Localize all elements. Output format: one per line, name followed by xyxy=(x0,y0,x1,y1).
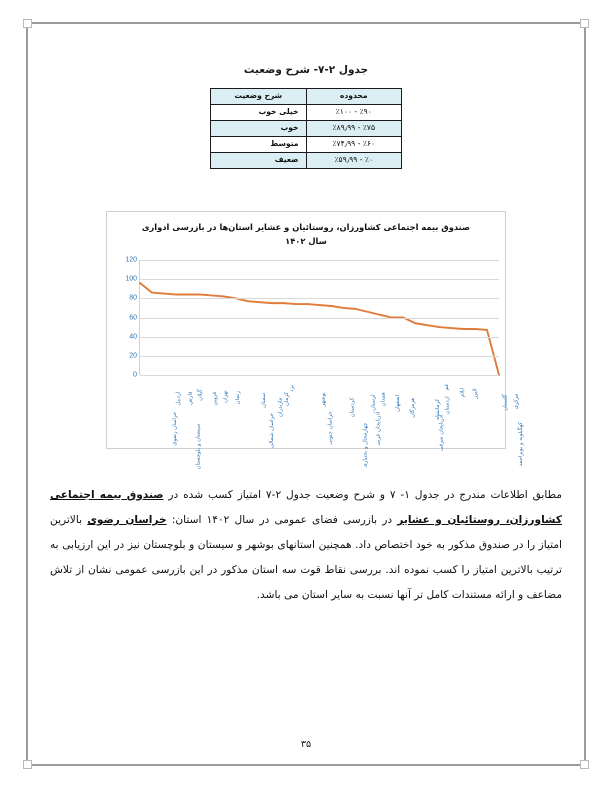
chart-gridline xyxy=(140,260,499,261)
x-axis-tick-label: کرمان xyxy=(284,392,291,407)
y-axis-tick-label: 120 xyxy=(125,256,137,264)
table-row xyxy=(211,137,402,153)
cell-description: ضعیف xyxy=(211,153,307,169)
x-axis-tick-label: کرمانشاه xyxy=(434,398,441,420)
x-axis-tick-label: لرستان xyxy=(370,394,377,411)
y-axis-tick-label: 60 xyxy=(129,314,137,321)
cell-range: ٪۷۵ - ٪۸۹٫۹۹ xyxy=(306,121,401,137)
x-axis-tick-label: اردستان xyxy=(444,396,451,415)
chart-gridline xyxy=(140,279,499,280)
paragraph-text: در بازرسی فضای عمومی در سال ۱۴۰۲ استان: xyxy=(166,513,398,526)
x-axis-tick-label: هرمزگان xyxy=(409,397,416,418)
page-content xyxy=(46,46,566,746)
x-axis-tick-label: تهران xyxy=(222,390,229,403)
x-axis-tick-label: ایلام xyxy=(459,387,466,398)
emphasis-text: صندوق بیمه اجتماعی کشاورزان، روستائیان و عشایر xyxy=(50,489,562,526)
cell-range: ٪۶۰ - ٪۷۴٫۹۹ xyxy=(306,137,401,153)
cell-description: خیلی خوب xyxy=(211,105,307,121)
x-axis-tick-label: چهارمحال و بختیاری xyxy=(362,422,369,468)
frame-corner-bottom-left xyxy=(23,760,32,769)
x-axis xyxy=(139,376,525,470)
x-axis-tick-label: آذربایجان شرقی xyxy=(438,414,445,451)
chart-plot-wrapper xyxy=(107,256,525,470)
series-polyline xyxy=(140,283,499,375)
x-axis-tick-label: همدان xyxy=(380,392,387,407)
x-axis-tick-label: بوشهر xyxy=(320,392,327,407)
x-axis-tick-label: اردبیل xyxy=(175,391,182,406)
paragraph-text: مطابق اطلاعات مندرج در جدول ۱- ۷ و شرح وضعیت جدول ۲-۷ امتیاز کسب شده در xyxy=(163,489,562,501)
chart-gridline xyxy=(140,298,499,299)
x-axis-tick-label: خراسان شمالی xyxy=(269,413,276,449)
y-axis xyxy=(111,256,137,379)
y-axis-tick-label: 40 xyxy=(129,333,137,341)
table-row xyxy=(211,153,402,169)
paragraph-text: بالاترین امتیاز را در صندوق مذکور به خود اختصاص داد. همچنین استانهای بوشهر و سیستان و بلوچستان نیز در این ارزیابی به ترتیب بالاترین امتیاز را کسب نموده اند. بررسی نقاط قوت سه استان مذکور در این بازرسی عمومی نشان از تلاش مضاعف و ارائه مستندات کامل تر آنها نسبت به سایر استان می باشد. xyxy=(50,513,562,601)
y-axis-tick-label: 100 xyxy=(125,275,137,283)
cell-description: خوب xyxy=(211,121,307,137)
column-header-range: محدوده xyxy=(306,89,401,105)
page-number: ۳۵ xyxy=(300,739,312,750)
status-table xyxy=(210,88,402,169)
y-axis-tick-label: 20 xyxy=(129,352,137,360)
x-axis-tick-label: سمنان xyxy=(260,392,267,408)
emphasis-text: خراسان رضوی xyxy=(87,513,167,526)
x-axis-tick-label: مرکزی xyxy=(513,393,520,410)
status-table-head xyxy=(211,89,402,105)
x-axis-tick-label: مازندران xyxy=(277,397,284,418)
table-caption: جدول ۲-۷- شرح وضعیت xyxy=(243,64,369,76)
x-axis-tick-label: کردستان xyxy=(349,397,356,418)
x-axis-tick-label: کهگیلویه و بویراحمد xyxy=(518,422,525,467)
x-axis-tick-label: گلستان xyxy=(502,394,509,411)
table-header-row xyxy=(211,89,402,105)
x-axis-tick-label: یزد xyxy=(288,384,295,392)
column-header-description: شرح وضعیت xyxy=(211,89,307,105)
frame-corner-bottom-right xyxy=(580,760,589,769)
body-paragraph xyxy=(46,483,566,607)
status-table-body xyxy=(211,105,402,169)
status-table-container xyxy=(46,88,566,169)
line-chart xyxy=(106,211,525,470)
x-axis-tick-label: گیلان xyxy=(197,389,204,401)
chart-gridline xyxy=(140,318,499,319)
x-axis-tick-label: فارس xyxy=(187,391,194,405)
table-row xyxy=(211,105,402,121)
x-axis-tick-label: سیستان و بلوچستان xyxy=(195,423,202,470)
chart-title xyxy=(123,221,489,248)
chart-gridline xyxy=(140,337,499,338)
frame-corner-top-right xyxy=(580,19,589,28)
table-row xyxy=(211,121,402,137)
x-axis-tick-label: قم xyxy=(444,384,451,391)
chart-title-line-1: صندوق بیمه اجتماعی کشاورزان، روستائیان و عشایر استان‌ها در بازرسی ادواری xyxy=(141,222,471,232)
x-axis-tick-label: خراسان رضوی xyxy=(171,411,178,446)
x-axis-tick-label: خراسان جنوبی xyxy=(327,411,334,445)
chart-title-line-2: سال ۱۴۰۲ xyxy=(285,235,327,246)
x-axis-tick-label: آذربایجان غربی xyxy=(375,411,382,446)
chart-gridline xyxy=(140,356,499,357)
cell-description: متوسط xyxy=(211,137,307,153)
x-axis-tick-label: زنجان xyxy=(235,391,242,405)
frame-corner-top-left xyxy=(23,19,32,28)
y-axis-tick-label: 0 xyxy=(133,371,137,379)
chart-plot-area xyxy=(139,260,499,375)
cell-range: ٪۹۰ - ٪۱۰۰ xyxy=(306,105,401,121)
x-axis-tick-label: قزوین xyxy=(211,391,218,406)
x-axis-tick-label: اصفهان xyxy=(394,394,401,412)
cell-range: ٪۰ - ٪۵۹٫۹۹ xyxy=(306,153,401,169)
y-axis-tick-label: 80 xyxy=(129,294,137,302)
x-axis-tick-label: البرز xyxy=(472,388,479,399)
